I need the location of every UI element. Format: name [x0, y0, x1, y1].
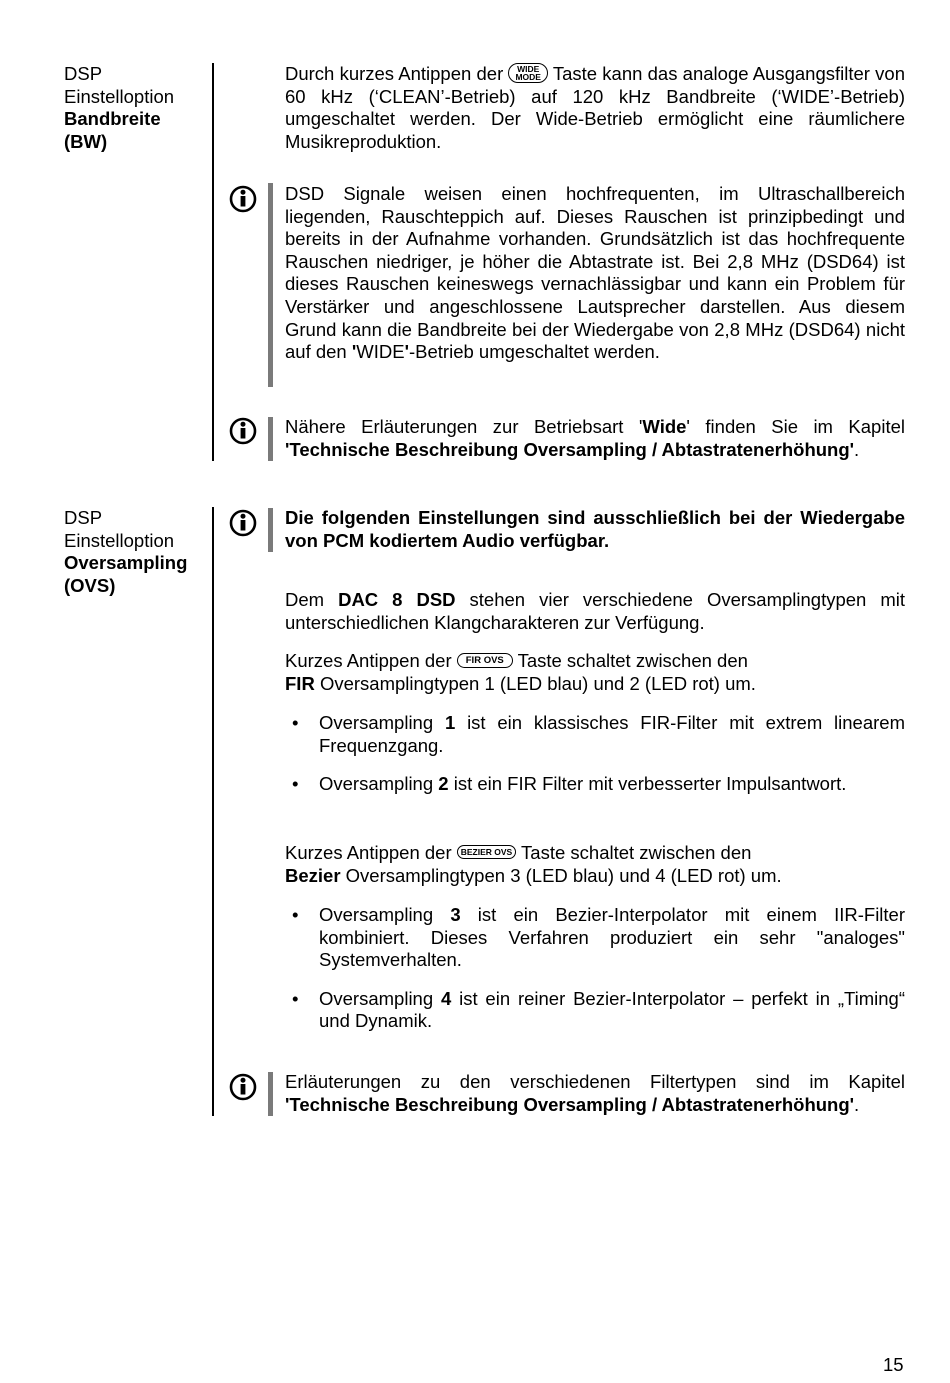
note1-text: DSD Signale weisen einen hochfrequenten, im Ultraschallbereich liegenden, Rauschteppich auf. Dieses Rauschen ist prinzipbedingt und bereits in der Aufnahme vorhanden. Grundsätzlich ist das hochfrequente Rauschen niedriger, je höher die Abtastrate ist. Bei 2,8 MHz (DSD64) ist dieses Rauschen keineswegs vernachlässigbar und kann ein Problem für Verstärker und angeschlossene Lautsprecher darstellen. Aus diesem Grund kann die Bandbreite bei der Wiedergabe von 2,8 MHz (DSD64) nicht auf den: [285, 183, 905, 363]
key-label-top: WIDE: [517, 64, 540, 75]
fir-ovs-key-icon: [457, 653, 513, 668]
section-divider-line: [212, 507, 214, 1116]
label-bold-line: (OVS): [64, 574, 116, 596]
pcm-only-note-text: Die folgenden Einstellungen sind ausschließlich bei der Wiedergabe von PCM kodiertem Audio verfügbar.: [285, 507, 905, 551]
bullet-number: 1: [444, 712, 456, 733]
bullet-text: Oversampling: [319, 712, 445, 733]
p2-text: Taste schaltet zwischen den: [517, 650, 748, 671]
chapter-ref: 'Technische Beschreibung Oversampling / Abtastratenerhöhung': [285, 1093, 855, 1115]
note-bar: [268, 1072, 273, 1116]
note1-quote: ': [351, 341, 357, 363]
info-icon: [229, 417, 257, 445]
fir-bullet-list: [285, 712, 905, 796]
p3-text: Oversamplingtypen 3 (LED blau) und 4 (LED rot) um.: [340, 864, 782, 886]
note2-text: Nähere Erläuterungen zur Betriebsart ': [285, 416, 643, 437]
p1-text: stehen vier verschiedene Oversamplingtypen mit unterschiedlichen Klangcharakteren zur Verfügung.: [285, 589, 906, 633]
bezier-ovs-key-icon: [457, 845, 516, 859]
list-item: [285, 904, 905, 972]
note-bar: [268, 508, 273, 552]
bullet-number: 2: [438, 773, 449, 795]
p1-text: Dem: [285, 589, 339, 610]
dsd-noise-note: [285, 183, 905, 364]
bullet-text: ist ein FIR Filter mit verbesserter Impulsantwort.: [448, 773, 847, 795]
info-icon: [229, 1073, 257, 1101]
fir-ovs-paragraph: [285, 650, 905, 695]
bezier-bullet-list: [285, 904, 905, 1033]
list-item: [285, 712, 905, 757]
bandwidth-intro-paragraph: [285, 63, 905, 153]
bullet-text: ist ein reiner Bezier-Interpolator – perfekt in „Timing“ und Dynamik.: [319, 987, 905, 1032]
label-line: Einstelloption: [64, 85, 175, 107]
label-line: Einstelloption: [64, 529, 175, 551]
info-icon: [229, 509, 257, 537]
label-bold-line: Bandbreite: [64, 108, 161, 130]
bullet-number: 4: [440, 987, 452, 1009]
fir-bold: FIR: [285, 672, 315, 694]
note2-period: .: [854, 438, 860, 460]
pcm-only-note: [285, 507, 905, 552]
key-label: BEZIER OVS: [460, 847, 513, 858]
p2-text: Oversamplingtypen 1 (LED blau) und 2 (LED rot) um.: [314, 672, 756, 694]
intro-text-post: Taste kann das analoge Ausgangsfilter von 60 kHz (‘CLEAN’-Betrieb) auf 120 kHz Bandbreite (‘WIDE’-Betrieb) umgeschaltet werden. Der Wide-Betrieb ermöglicht eine räumlichere Musikreproduktion.: [285, 63, 905, 152]
section-label-oversampling: [64, 507, 204, 597]
note-end-period: .: [854, 1093, 860, 1115]
list-item: [285, 773, 905, 796]
page-number: 15: [883, 1354, 904, 1375]
filter-types-reference-note: [285, 1071, 905, 1116]
wide-mode-key-icon: [508, 63, 548, 83]
bullet-text: ist ein Bezier-Interpolator mit einem IIR-Filter kombiniert. Dieses Verfahren produziert ein sehr "analoges" Systemverhalten.: [319, 904, 906, 971]
section-label-bandwidth: [64, 63, 204, 153]
section-divider-line: [212, 63, 214, 461]
info-icon: [229, 185, 257, 213]
label-bold-line: Oversampling: [64, 552, 188, 574]
bezier-bold: Bezier: [285, 864, 341, 886]
note1-wide: WIDE: [356, 341, 405, 363]
label-line: DSP: [64, 507, 103, 528]
p3-text: Kurzes Antippen der: [285, 842, 452, 863]
list-item: [285, 988, 905, 1033]
label-bold-line: (BW): [64, 130, 108, 152]
note1-quote: ': [404, 341, 409, 363]
key-label: FIR OVS: [465, 654, 504, 666]
product-name: DAC 8 DSD: [338, 589, 456, 610]
note1-text-end: -Betrieb umgeschaltet werden.: [409, 341, 660, 363]
note2-text: ' finden Sie im Kapitel: [686, 416, 905, 437]
p3-text: Taste schaltet zwischen den: [521, 842, 752, 863]
note-end-text: Erläuterungen zu den verschiedenen Filtertypen sind im Kapitel: [285, 1071, 905, 1092]
wide-reference-note: [285, 416, 905, 461]
bullet-text: ist ein klassisches FIR-Filter mit extrem linearem Frequenzgang.: [319, 712, 905, 756]
bullet-number: 3: [450, 904, 461, 925]
bullet-text: Oversampling: [319, 987, 441, 1009]
note-bar: [268, 417, 273, 461]
bullet-text: Oversampling: [319, 773, 439, 795]
note2-chapter-ref: 'Technische Beschreibung Oversampling / Abtastratenerhöhung': [285, 438, 855, 460]
label-line: DSP: [64, 63, 103, 84]
note-bar: [268, 183, 273, 387]
key-label-bottom: MODE: [515, 72, 541, 83]
bullet-text: Oversampling: [319, 904, 451, 925]
note2-wide-bold: Wide: [642, 416, 687, 437]
p2-text: Kurzes Antippen der: [285, 650, 452, 671]
intro-text-pre: Durch kurzes Antippen der: [285, 63, 504, 84]
oversampling-intro-paragraph: [285, 589, 905, 634]
bezier-ovs-paragraph: [285, 842, 905, 887]
